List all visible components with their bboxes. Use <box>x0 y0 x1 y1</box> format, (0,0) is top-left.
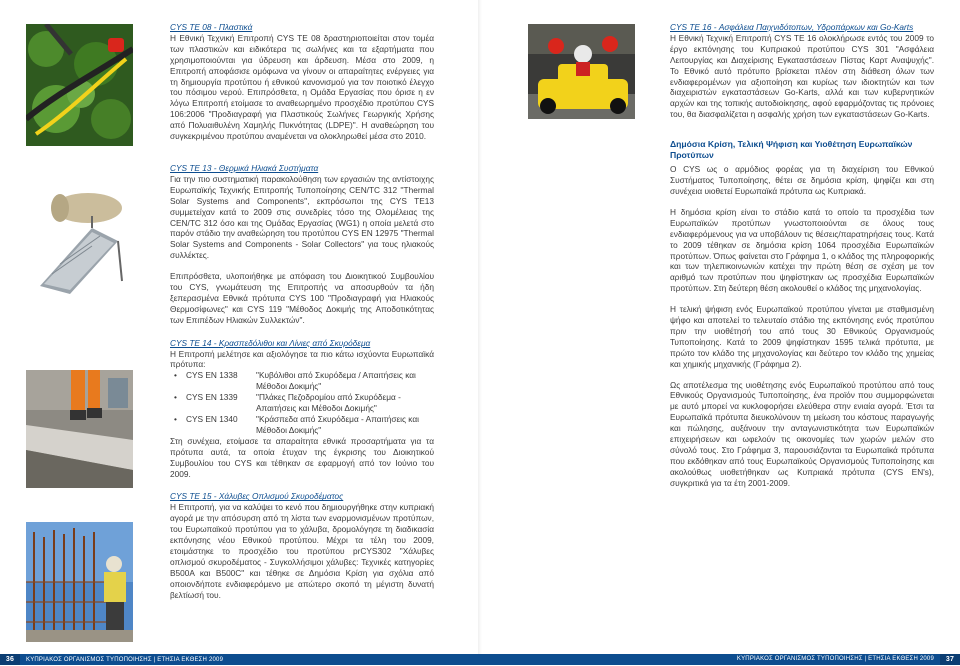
section-paragraph: Ο CYS ως ο αρμόδιος φορέας για τη διαχείριση του Εθνικού Συστήματος Τυποποίησης, θέτει σε δημόσια κρίση, ψηφίζει και στη συνέχεια υιοθετεί Ευρωπαϊκά πρότυπα ως Κυπριακά. <box>670 164 934 196</box>
section-paragraph: Ως αποτέλεσμα της υιοθέτησης ενός Ευρωπαϊκού προτύπου από τους Εθνικούς Οργανισμούς Τυποποίησης, ένα προϊόν που συμμορφώνεται με αυτό μπορεί να κυκλοφορήσει ελεύθερα στην ενιαία αγορά. Έτσι τα Ευρωπαϊκά πρότυπα διευκολύνουν τη μείωση του κόστους παραγωγής και πώλησης, αυξάνουν την ανταγωνιστικότητα των Ευρωπαϊκών επιχειρήσεων και ωφελούν τις οικονομίες των χωρών μελών στο σύνολό τους. Στο Γράφημα 3, παρουσιάζονται τα Ευρωπαϊκά πρότυπα που εκδόθηκαν από τους Ευρωπαϊκούς Οργανισμούς Τυποποίησης και ακολούθως υιοθετήθηκαν ως Κυπριακά πρότυπα (CYS EN's), συγκριτικά για τα έτη 2001-2009. <box>670 379 934 488</box>
section-paragraph: Η Επιτροπή, για να καλύψει το κενό που δημιουργήθηκε στην κυπριακή αγορά με την απόσυρση από τη λίστα των εναρμονισμένων προτύπων, του Ευρωπαϊκού προτύπου για το χάλυβα, δρομολόγησε τη διαδικασία εκπόνησης νέου Εθνικού προτύπου. Μέχρι τα τέλη του 2009, ετοιμάστηκε το προσχέδιο του προτύπου prCYS302 "Χάλυβες οπλισμού σκυροδέματος - Συγκολλήσιμοι χάλυβες: Τεχνικές κατηγορίες B500A και B500C" και τέθηκε σε Δημόσια Κρίση για σχόλια από οποιονδήποτε ενδιαφερόμενο με απώτερο σκοπό τη μέγιστη δυνατή βελτίωσή του. <box>170 502 434 600</box>
section-public-enquiry <box>670 139 934 488</box>
section-paragraph: Η δημόσια κρίση είναι το στάδιο κατά το οποίο τα προσχέδια των Ευρωπαϊκών προτύπων γνωστοποιούνται σε όλους τους ενδιαφερόμενους για να υποβάλουν τις θέσεις/παρατηρήσεις τους. Κατά το 2009 τέθηκαν σε δημόσια κρίση 1064 προσχέδια Ευρωπαϊκών προτύπων. Όπως φαίνεται στο Γράφημα 1, ο κλάδος της πληροφορικής και των τηλεπικοινωνιών κατέχει την πρώτη θέση σε σχέση με τον αριθμό των προτύπων που ψηφίστηκαν ως προσχέδια Ευρωπαϊκών προτύπων. Στη δεύτερη θέση ακολουθεί ο κλάδος της μηχανολογίας. <box>670 206 934 294</box>
list-item: • CYS EN 1340 "Κράσπεδα από Σκυρόδεμα - Απαιτήσεις και Μέθοδοι Δοκιμής" <box>170 414 434 436</box>
section-cys-te-15 <box>170 491 434 600</box>
standards-list <box>170 370 434 435</box>
section-intro: Η Επιτροπή μελέτησε και αξιολόγησε τα πιο κάτω ισχύοντα Ευρωπαϊκά πρότυπα: <box>170 348 434 370</box>
section-paragraph: Στη συνέχεια, ετοίμασε τα απαραίτητα εθνικά προσαρτήματα για τα πρότυπα αυτά, τα οποία έτυχαν της έγκρισης του Διοικητικού Συμβουλίου του CYS και τέθηκαν σε εφαρμογή από τον Ιούνιο του 2009. <box>170 435 434 479</box>
right-text-column <box>670 22 934 499</box>
section-title: CYS TE 08 - Πλαστικά <box>170 22 253 32</box>
section-paragraph: Η Εθνική Τεχνική Επιτροπή CYS TE 16 ολοκλήρωσε εντός του 2009 το έργο εκπόνησης του Κυπριακού προτύπου CYS 301 "Ασφάλεια Λειτουργίας και Διαχείρισης Εγκαταστάσεων Πίστας Καρτ Αναψυχής". Το Εθνικό αυτό πρότυπο βρίσκεται πλέον στη διάθεση όλων των ενδιαφερομένων για αξιοποίηση και κυρίως των ιδιοκτητών και των διαχειριστών εγκαταστάσεων Go-Karts, αλλά και των κυβερνητικών αρχών και της τοπικής αυτοδιοίκησης, αφού εφαρμόζοντας τις πρόνοιες του, θα διασφαλίζεται η ασφαλής χρήση των εγκαταστάσεων Go-Karts. <box>670 32 934 120</box>
list-item: • CYS EN 1338 "Κυβόλιθοι από Σκυρόδεμα / Απαιτήσεις και Μέθοδοι Δοκιμής" <box>170 370 434 392</box>
standard-title: "Πλάκες Πεζοδρομίου από Σκυρόδεμα - Απαιτήσεις και Μέθοδοι Δοκιμής" <box>256 392 401 414</box>
section-paragraph: Για την πιο συστηματική παρακολούθηση των εργασιών της αντίστοιχης Ευρωπαϊκής Τεχνικής Επιτροπής Τυποποίησης CEN/TC 312 ''Thermal Solar Systems and Components'', εκπρόσωποι της CYS TE13 συμμετείχαν κατά το 2009 στις συνεδρίες τόσο της Ολομέλειας της CEN/TC 312 όσο και της Ομάδας Εργασίας (WG1) η οποία μελετά στο παρόν στάδιο την αναθεώρηση του προτύπου CYS EN 12975 "Thermal Solar Systems and Components - Solar Collectors" για τους ηλιακούς συλλέκτες. <box>170 173 434 261</box>
section-paragraph: Επιπρόσθετα, υλοποιήθηκε με απόφαση του Διοικητικού Συμβουλίου του CYS, γνωμάτευση της Επιτροπής να αποσυρθούν τα ήδη ξεπερασμένα Εθνικά πρότυπα CYS 100 "Προδιαγραφή για Ηλιακούς Θερμοσίφωνες" και CYS 119 "Μέθοδος Δοκιμής της Αποδοτικότητας των Επιπέδων Ηλιακών Συλλεκτών". <box>170 271 434 325</box>
section-title: CYS TE 13 - Θερμικά Ηλιακά Συστήματα <box>170 162 319 173</box>
section-paragraph: Η τελική ψήφιση ενός Ευρωπαϊκού προτύπου γίνεται με σταθμισμένη ψήφο και αποτελεί το τελευταίο στάδιο της εκπόνησης ενός προτύπου πριν την υιοθέτησή του από τους 30 Εθνικούς Οργανισμούς Τυποποίησης. Κατά το 2009 ψηφίστηκαν 1595 τελικά πρότυπα, με πρώτο τον κλάδο της μηχανολογίας και δεύτερο τον κλάδο της χημείας και χημικής μηχανικής (Γράφημα 2). <box>670 304 934 369</box>
left-text-column <box>170 22 434 611</box>
standard-title: "Κράσπεδα από Σκυρόδεμα - Απαιτήσεις και Μέθοδοι Δοκιμής" <box>256 414 419 435</box>
standard-code: CYS EN 1338 <box>186 370 238 381</box>
go-karts-photo <box>528 24 635 119</box>
section-title: CYS TE 15 - Χάλυβες Οπλισμού Σκυροδέματος <box>170 491 344 502</box>
left-page <box>0 0 480 665</box>
right-page <box>480 0 960 665</box>
section-cys-te-13 <box>170 163 434 326</box>
irrigation-pipes-photo <box>26 24 133 146</box>
solar-heater-photo <box>30 186 130 296</box>
right-footer <box>480 654 960 665</box>
section-title: CYS TE 16 - Ασφάλεια Παιχνιδότοπων, Υδροπάρκων και Go-Karts <box>670 22 914 32</box>
rebar-worker-photo <box>26 522 133 642</box>
page-number: 36 <box>0 654 20 665</box>
section-title: CYS TE 14 - Κρασπεδόλιθοι και Λίνιες από Σκυρόδεμα <box>170 337 371 348</box>
standard-code: CYS EN 1339 <box>186 392 238 403</box>
section-cys-te-08 <box>170 22 434 142</box>
list-item: • CYS EN 1339 "Πλάκες Πεζοδρομίου από Σκυρόδεμα - Απαιτήσεις και Μέθοδοι Δοκιμής" <box>170 392 434 414</box>
footer-text: ΚΥΠΡΙΑΚΟΣ ΟΡΓΑΝΙΣΜΟΣ ΤΥΠΟΠΟΙΗΣΗΣ | ΕΤΗΣΙΑ ΕΚΘΕΣΗ 2009 <box>26 657 224 663</box>
concrete-kerb-photo <box>26 370 133 488</box>
section-paragraph: Η Εθνική Τεχνική Επιτροπή CYS TE 08 δραστηριοποιείται στον τομέα των πλαστικών και ειδικότερα τις σωλήνες και τα εξαρτήματα που χρησιμοποιούνται για ύδρευση και άρδευση. Μέσα στο 2009, η Επιτροπή αποφάσισε ομόφωνα να γίνουν οι απαραίτητες ενέργειες για τη δημιουργία προτύπου ή εθνικού κανονισμού για τον ποιοτικό έλεγχο του πόσιμου νερού. Επιπρόσθετα, η Ομάδα Εργασίας που όρισε η εν λόγω Επιτροπή ετοίμασε το αναθεωρημένο προσχέδιο προτύπου CYS 106:2006 "Προδιαγραφή για Πλαστικούς Σωλήνες Γεωργικής Χρήσης από Πολυαιθυλένη Χαμηλής Πυκνότητας (LDPE)". Η αναθεώρηση του συγκεκριμένου προτύπου αναμένεται να ολοκληρωθεί μέσα στο 2010. <box>170 32 434 142</box>
section-cys-te-14 <box>170 338 434 480</box>
page-number: 37 <box>940 654 960 665</box>
section-cys-te-16 <box>670 22 934 120</box>
page-gutter <box>478 0 482 665</box>
standard-title: "Κυβόλιθοι από Σκυρόδεμα / Απαιτήσεις και Μέθοδοι Δοκιμής" <box>256 370 416 392</box>
footer-text: ΚΥΠΡΙΑΚΟΣ ΟΡΓΑΝΙΣΜΟΣ ΤΥΠΟΠΟΙΗΣΗΣ | ΕΤΗΣΙΑ ΕΚΘΕΣΗ 2009 <box>736 656 934 662</box>
left-footer <box>0 654 480 665</box>
section-heading: Δημόσια Κρίση, Τελική Ψήφιση και Υιοθέτηση Ευρωπαϊκών Προτύπων <box>670 139 913 161</box>
standard-code: CYS EN 1340 <box>186 414 238 424</box>
